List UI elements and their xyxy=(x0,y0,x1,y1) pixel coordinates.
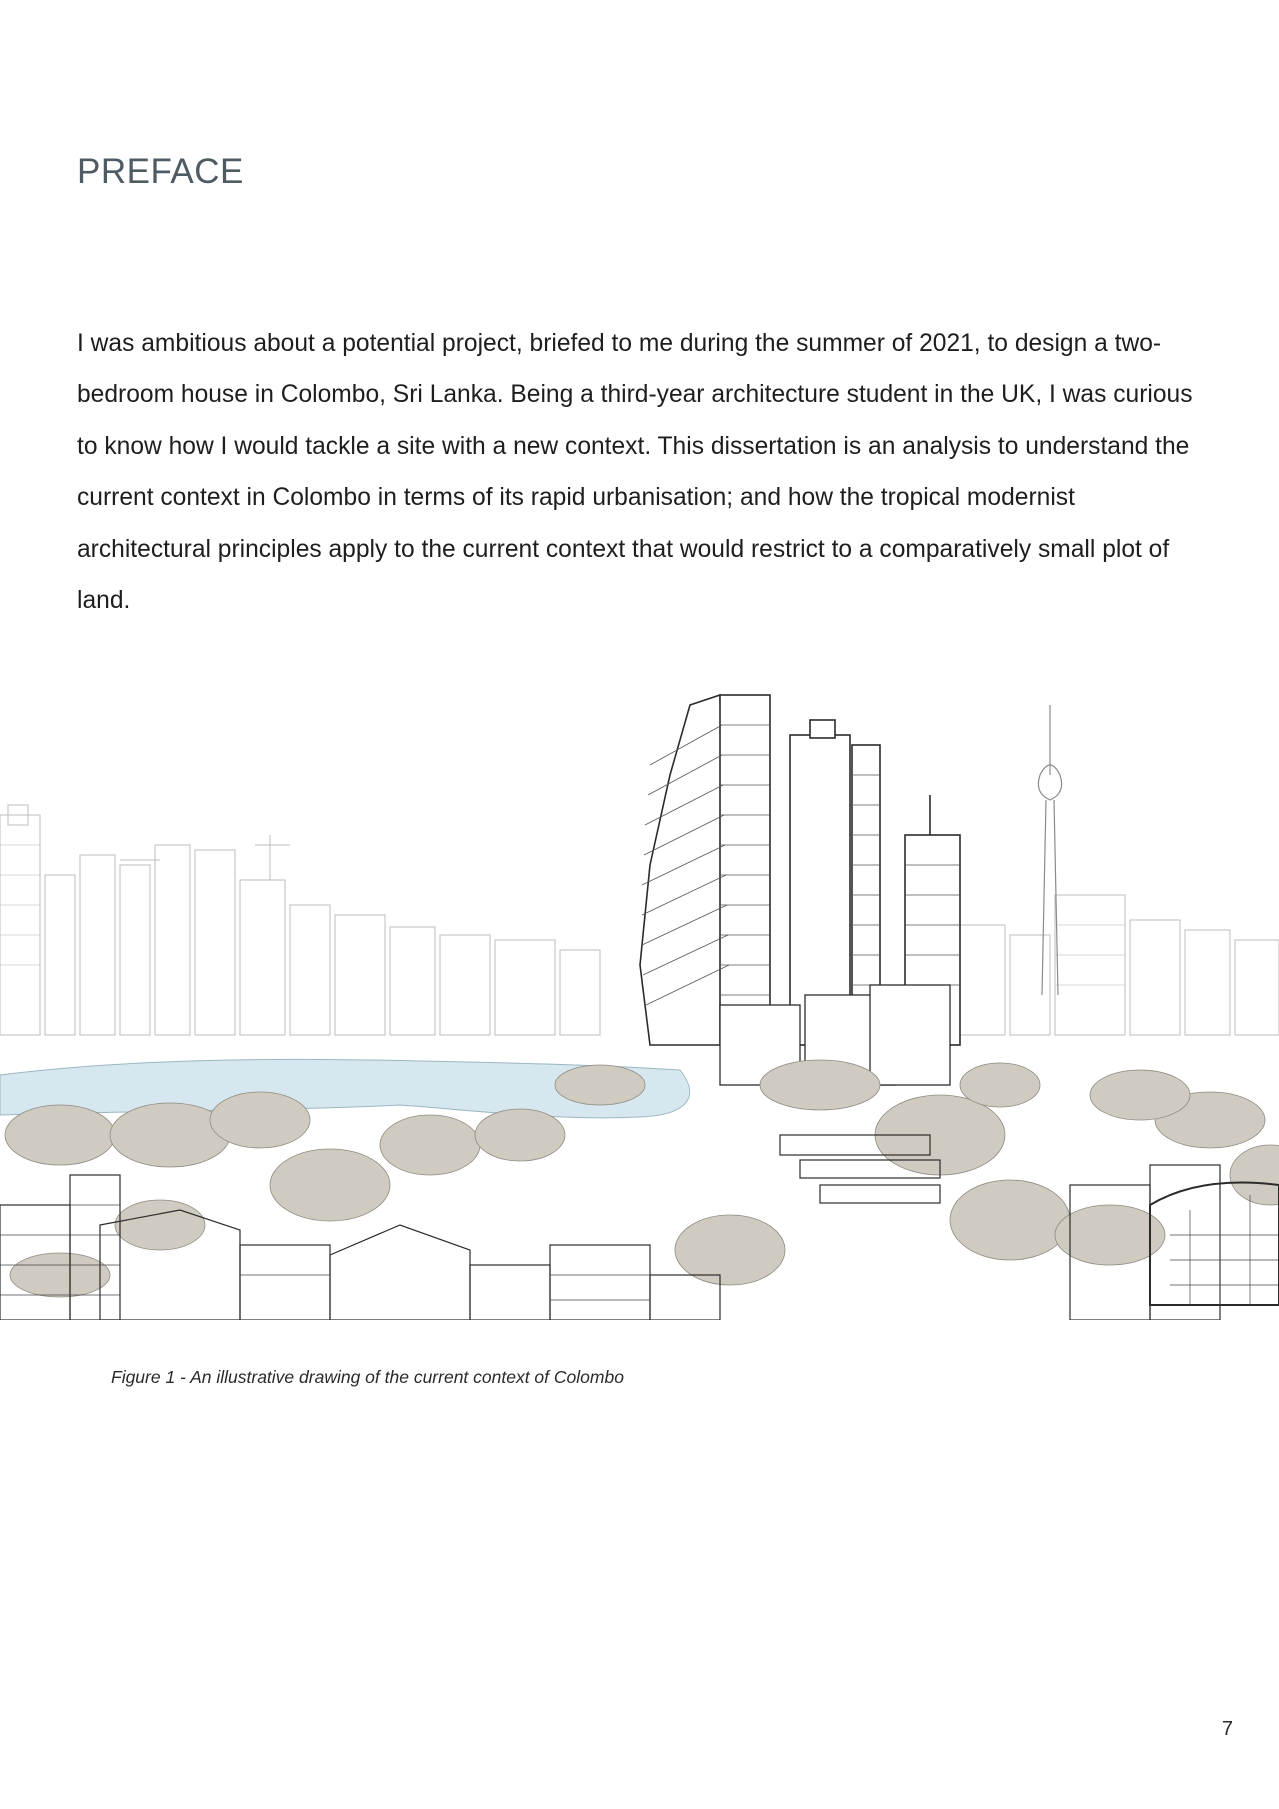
page-number: 7 xyxy=(1221,1718,1233,1740)
background-buildings xyxy=(0,805,1279,1035)
page-title: PREFACE xyxy=(77,152,244,191)
colombo-skyline-illustration xyxy=(0,665,1279,1320)
figure-caption: Figure 1 - An illustrative drawing of the current context of Colombo xyxy=(111,1367,624,1387)
preface-paragraph: I was ambitious about a potential project, briefed to me during the summer of 2021, to design a two-bedroom house in Colombo, Sri Lanka. Being a third-year architecture student in the UK, I was curious to know how I would tackle a site with a new context. This dissertation is an analysis to understand the current context in Colombo in terms of its rapid urbanisation; and how the tropical modernist architectural principles apply to the current context that would restrict to a comparatively small plot of land. xyxy=(77,330,1193,615)
